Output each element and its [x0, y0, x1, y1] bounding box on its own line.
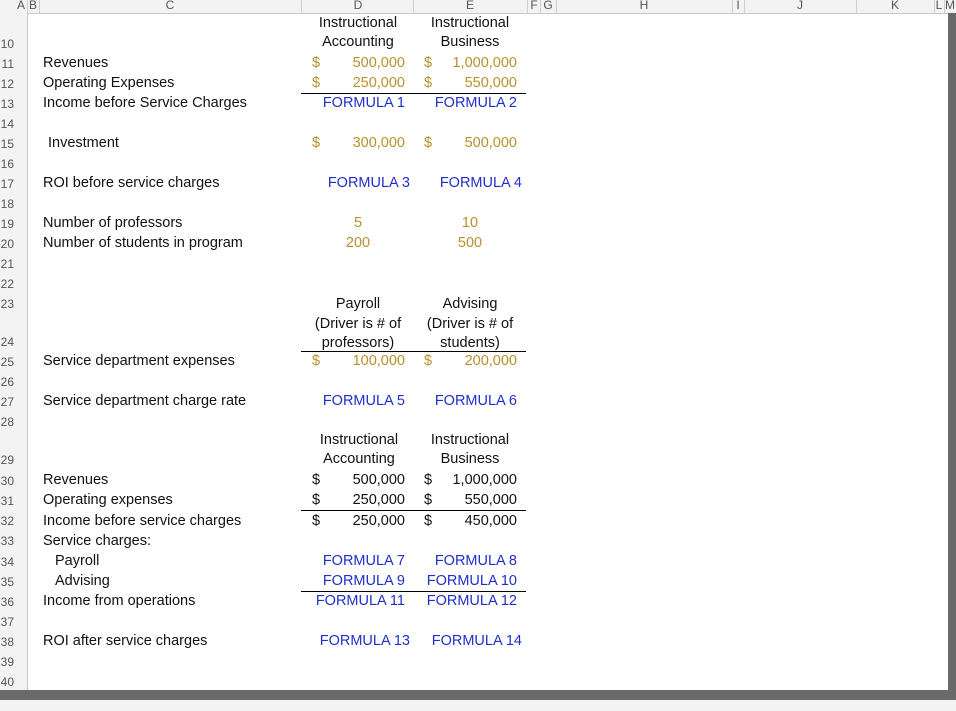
- header-line: Instructional: [319, 432, 399, 448]
- row-number[interactable]: 11: [1, 57, 14, 71]
- bottom-frame: [0, 690, 956, 700]
- row-number[interactable]: 12: [0, 77, 14, 91]
- opex-business[interactable]: 550,000: [464, 75, 517, 91]
- column-header-a[interactable]: A: [17, 0, 26, 12]
- charge-rate-label[interactable]: Service department charge rate: [43, 393, 247, 409]
- header-line: Payroll: [335, 296, 381, 312]
- row-number[interactable]: 35: [0, 575, 14, 589]
- formula-6-cell[interactable]: FORMULA 6: [434, 393, 517, 409]
- currency-symbol: $: [424, 55, 433, 71]
- row-number[interactable]: 16: [0, 157, 14, 171]
- revenues-accounting-2[interactable]: 500,000: [352, 472, 405, 488]
- header-line: Instructional: [430, 15, 510, 31]
- row-number[interactable]: 40: [0, 675, 14, 689]
- roi-after-label[interactable]: ROI after service charges: [43, 633, 208, 649]
- formula-7-cell[interactable]: FORMULA 7: [322, 553, 405, 569]
- currency-symbol: $: [312, 513, 321, 529]
- row-number[interactable]: 19: [0, 217, 14, 231]
- row-number[interactable]: 29: [0, 453, 14, 467]
- professors-accounting[interactable]: 5: [353, 215, 363, 231]
- opex-accounting-2[interactable]: 250,000: [352, 492, 405, 508]
- header-instructional-business[interactable]: [414, 15, 526, 50]
- formula-12-cell[interactable]: FORMULA 12: [426, 593, 517, 609]
- status-strip: [0, 700, 956, 711]
- row-number[interactable]: 32: [0, 514, 14, 528]
- row-number[interactable]: 27: [0, 395, 14, 409]
- currency-symbol: $: [424, 353, 433, 369]
- revenues-accounting[interactable]: 500,000: [352, 55, 405, 71]
- income-business-2[interactable]: 450,000: [464, 513, 517, 529]
- revenues-label-2[interactable]: Revenues: [43, 472, 109, 488]
- header-line: (Driver is # of: [314, 315, 402, 332]
- header-line: Advising: [442, 296, 498, 312]
- header-instructional-accounting[interactable]: [302, 15, 414, 50]
- income-accounting-2[interactable]: 250,000: [352, 513, 405, 529]
- professors-label[interactable]: Number of professors: [43, 215, 183, 231]
- students-label[interactable]: Number of students in program: [43, 235, 243, 251]
- currency-symbol: $: [312, 55, 321, 71]
- students-business[interactable]: 500: [457, 235, 483, 251]
- operating-expenses-label-2[interactable]: Operating expenses: [43, 492, 173, 508]
- header-line: Accounting: [323, 451, 395, 467]
- row-number[interactable]: 24: [0, 335, 14, 349]
- students-accounting[interactable]: 200: [345, 235, 371, 251]
- formula-9-cell[interactable]: FORMULA 9: [322, 573, 405, 589]
- column-header-m[interactable]: M: [945, 0, 955, 12]
- currency-symbol: $: [424, 472, 433, 488]
- row-number[interactable]: 13: [0, 97, 14, 111]
- currency-symbol: $: [312, 75, 321, 91]
- row-number[interactable]: 22: [0, 277, 14, 291]
- income-before-service-charges-label[interactable]: Income before Service Charges: [43, 95, 247, 111]
- payroll-label[interactable]: Payroll: [55, 553, 100, 569]
- professors-business[interactable]: 10: [461, 215, 479, 231]
- row-number[interactable]: 18: [0, 197, 14, 211]
- row-header-bar: [0, 13, 28, 693]
- income-from-operations-label[interactable]: Income from operations: [43, 593, 196, 609]
- column-header-e[interactable]: E: [465, 0, 474, 12]
- header-line: Instructional: [318, 15, 398, 31]
- header-line: Business: [440, 34, 500, 50]
- currency-symbol: $: [424, 513, 433, 529]
- currency-symbol: $: [312, 353, 321, 369]
- currency-symbol: $: [424, 492, 433, 508]
- row-number[interactable]: 38: [0, 635, 14, 649]
- sum-line: [301, 591, 526, 592]
- formula-1-cell[interactable]: FORMULA 1: [322, 95, 405, 111]
- row-number[interactable]: 30: [0, 474, 14, 488]
- row-number[interactable]: 21: [0, 257, 14, 271]
- row-number[interactable]: 26: [0, 375, 14, 389]
- column-header-k[interactable]: K: [890, 0, 899, 12]
- income-before-service-charges-label-2[interactable]: Income before service charges: [43, 513, 242, 529]
- header-line: Accounting: [322, 34, 394, 50]
- roi-before-label[interactable]: ROI before service charges: [43, 175, 220, 191]
- advising-expense[interactable]: 200,000: [464, 353, 517, 369]
- formula-3-cell[interactable]: FORMULA 3: [327, 175, 410, 191]
- revenues-label[interactable]: Revenues: [43, 55, 109, 71]
- right-frame: [948, 13, 956, 693]
- service-charges-label[interactable]: Service charges:: [43, 533, 151, 549]
- row-number[interactable]: 23: [0, 297, 14, 311]
- column-header-f[interactable]: F: [530, 0, 538, 12]
- sum-line: [301, 510, 526, 511]
- header-line: Business: [440, 451, 500, 467]
- row-number[interactable]: 31: [0, 494, 14, 508]
- row-number[interactable]: 28: [0, 415, 14, 429]
- column-header-h[interactable]: H: [639, 0, 649, 12]
- formula-11-cell[interactable]: FORMULA 11: [315, 593, 405, 609]
- row-number[interactable]: 17: [0, 177, 14, 191]
- currency-symbol: $: [424, 135, 433, 151]
- column-header-bar: [0, 0, 956, 14]
- header-instructional-accounting-2[interactable]: [302, 432, 416, 467]
- investment-accounting[interactable]: 300,000: [352, 135, 405, 151]
- formula-14-cell[interactable]: FORMULA 14: [431, 633, 522, 649]
- header-line: (Driver is # of: [426, 315, 514, 332]
- formula-13-cell[interactable]: FORMULA 13: [319, 633, 410, 649]
- column-header-b[interactable]: B: [28, 0, 37, 12]
- column-header-d[interactable]: D: [353, 0, 363, 12]
- header-line: students): [440, 335, 500, 351]
- advising-label[interactable]: Advising: [55, 573, 110, 589]
- currency-symbol: $: [312, 472, 321, 488]
- revenues-business-2[interactable]: 1,000,000: [452, 472, 517, 488]
- column-header-g[interactable]: G: [543, 0, 553, 12]
- column-header-l[interactable]: L: [935, 0, 943, 12]
- header-line: professors): [321, 335, 395, 351]
- opex-business-2[interactable]: 550,000: [464, 492, 517, 508]
- investment-label[interactable]: Investment: [48, 135, 119, 151]
- row-number[interactable]: 14: [0, 117, 14, 131]
- row-number[interactable]: 20: [0, 237, 14, 251]
- formula-10-cell[interactable]: FORMULA 10: [426, 573, 517, 589]
- revenues-business[interactable]: 1,000,000: [452, 55, 517, 71]
- formula-8-cell[interactable]: FORMULA 8: [434, 553, 517, 569]
- operating-expenses-label[interactable]: Operating Expenses: [43, 75, 175, 91]
- column-header-c[interactable]: C: [165, 0, 175, 12]
- currency-symbol: $: [312, 135, 321, 151]
- opex-accounting[interactable]: 250,000: [352, 75, 405, 91]
- row-number[interactable]: 39: [0, 655, 14, 669]
- row-number[interactable]: 33: [0, 534, 14, 548]
- header-advising[interactable]: [414, 295, 526, 354]
- header-line: Instructional: [430, 432, 510, 448]
- row-number[interactable]: 15: [0, 137, 14, 151]
- formula-2-cell[interactable]: FORMULA 2: [434, 95, 517, 111]
- column-header-i[interactable]: I: [736, 0, 740, 12]
- row-number[interactable]: 37: [0, 615, 14, 629]
- row-number[interactable]: 25: [0, 355, 14, 369]
- header-underline: [301, 351, 526, 352]
- currency-symbol: $: [424, 75, 433, 91]
- header-instructional-business-2[interactable]: [414, 432, 526, 467]
- column-header-j[interactable]: J: [797, 0, 803, 12]
- currency-symbol: $: [312, 492, 321, 508]
- row-number[interactable]: 34: [0, 555, 14, 569]
- row-number[interactable]: 36: [0, 595, 14, 609]
- payroll-expense[interactable]: 100,000: [352, 353, 405, 369]
- formula-4-cell[interactable]: FORMULA 4: [439, 175, 522, 191]
- formula-5-cell[interactable]: FORMULA 5: [322, 393, 405, 409]
- service-dept-expenses-label[interactable]: Service department expenses: [43, 353, 235, 369]
- header-payroll[interactable]: [302, 295, 414, 354]
- row-number[interactable]: 10: [0, 37, 14, 51]
- investment-business[interactable]: 500,000: [464, 135, 517, 151]
- sum-line: [301, 93, 526, 94]
